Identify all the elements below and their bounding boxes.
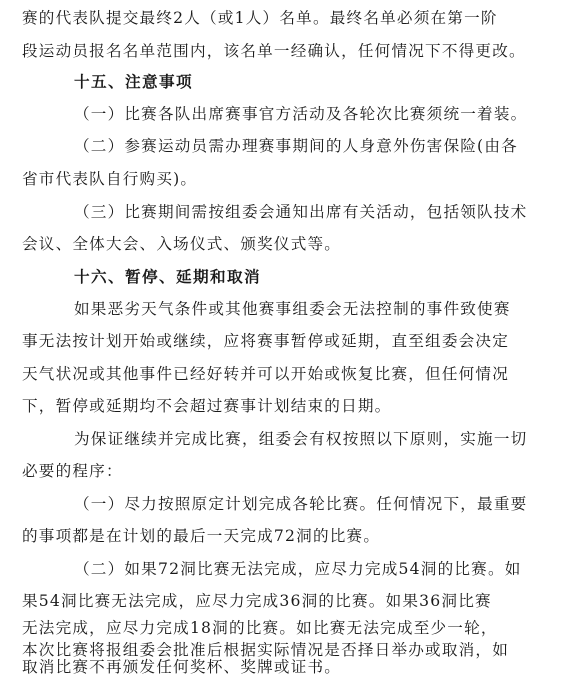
body-line: 本次比赛将报组委会批准后根据实际情况是否择日举办或取消，如 xyxy=(22,641,510,659)
body-line: 天气状况或其他事件已经好转并可以开始或恢复比赛，但任何情况 xyxy=(22,365,510,383)
section-heading: 十五、注意事项 xyxy=(74,73,193,91)
body-line: 省市代表队自行购买)。 xyxy=(22,170,198,188)
body-line: （一）尽力按照原定计划完成各轮比赛。任何情况下，最重要 xyxy=(74,495,528,513)
section-heading: 十六、暂停、延期和取消 xyxy=(74,268,261,286)
body-line: （二）参赛运动员需办理赛事期间的人身意外伤害保险(由各 xyxy=(74,137,518,155)
body-line: 的事项都是在计划的最后一天完成72洞的比赛。 xyxy=(22,527,381,545)
body-line: 会议、全体大会、入场仪式、颁奖仪式等。 xyxy=(22,235,342,253)
body-line: 为保证继续并完成比赛，组委会有权按照以下原则，实施一切 xyxy=(74,430,528,448)
body-line: 取消比赛不再颁发任何奖杯、奖牌或证书。 xyxy=(22,658,342,676)
body-line: 无法完成，应尽力完成18洞的比赛。如比赛无法完成至少一轮， xyxy=(22,619,498,637)
body-line: 段运动员报名名单范围内，该名单一经确认，任何情况下不得更改。 xyxy=(22,42,526,60)
body-line: 事无法按计划开始或继续，应将赛事暂停或延期，直至组委会决定 xyxy=(22,332,510,350)
body-line: （一）比赛各队出席赛事官方活动及各轮次比赛须统一着装。 xyxy=(74,105,528,123)
body-line: 下，暂停或延期均不会超过赛事计划结束的日期。 xyxy=(22,397,392,415)
body-line: 必要的程序： xyxy=(22,462,123,480)
body-line: 如果恶劣天气条件或其他赛事组委会无法控制的事件致使赛 xyxy=(74,300,511,318)
body-line: （二）如果72洞比赛无法完成，应尽力完成54洞的比赛。如 xyxy=(74,560,522,578)
body-line: （三）比赛期间需按组委会通知出席有关活动，包括领队技术 xyxy=(74,203,528,221)
body-line: 果54洞比赛无法完成，应尽力完成36洞的比赛。如果36洞比赛 xyxy=(22,592,492,610)
body-line: 赛的代表队提交最终2人（或1人）名单。最终名单必须在第一阶 xyxy=(22,9,498,27)
